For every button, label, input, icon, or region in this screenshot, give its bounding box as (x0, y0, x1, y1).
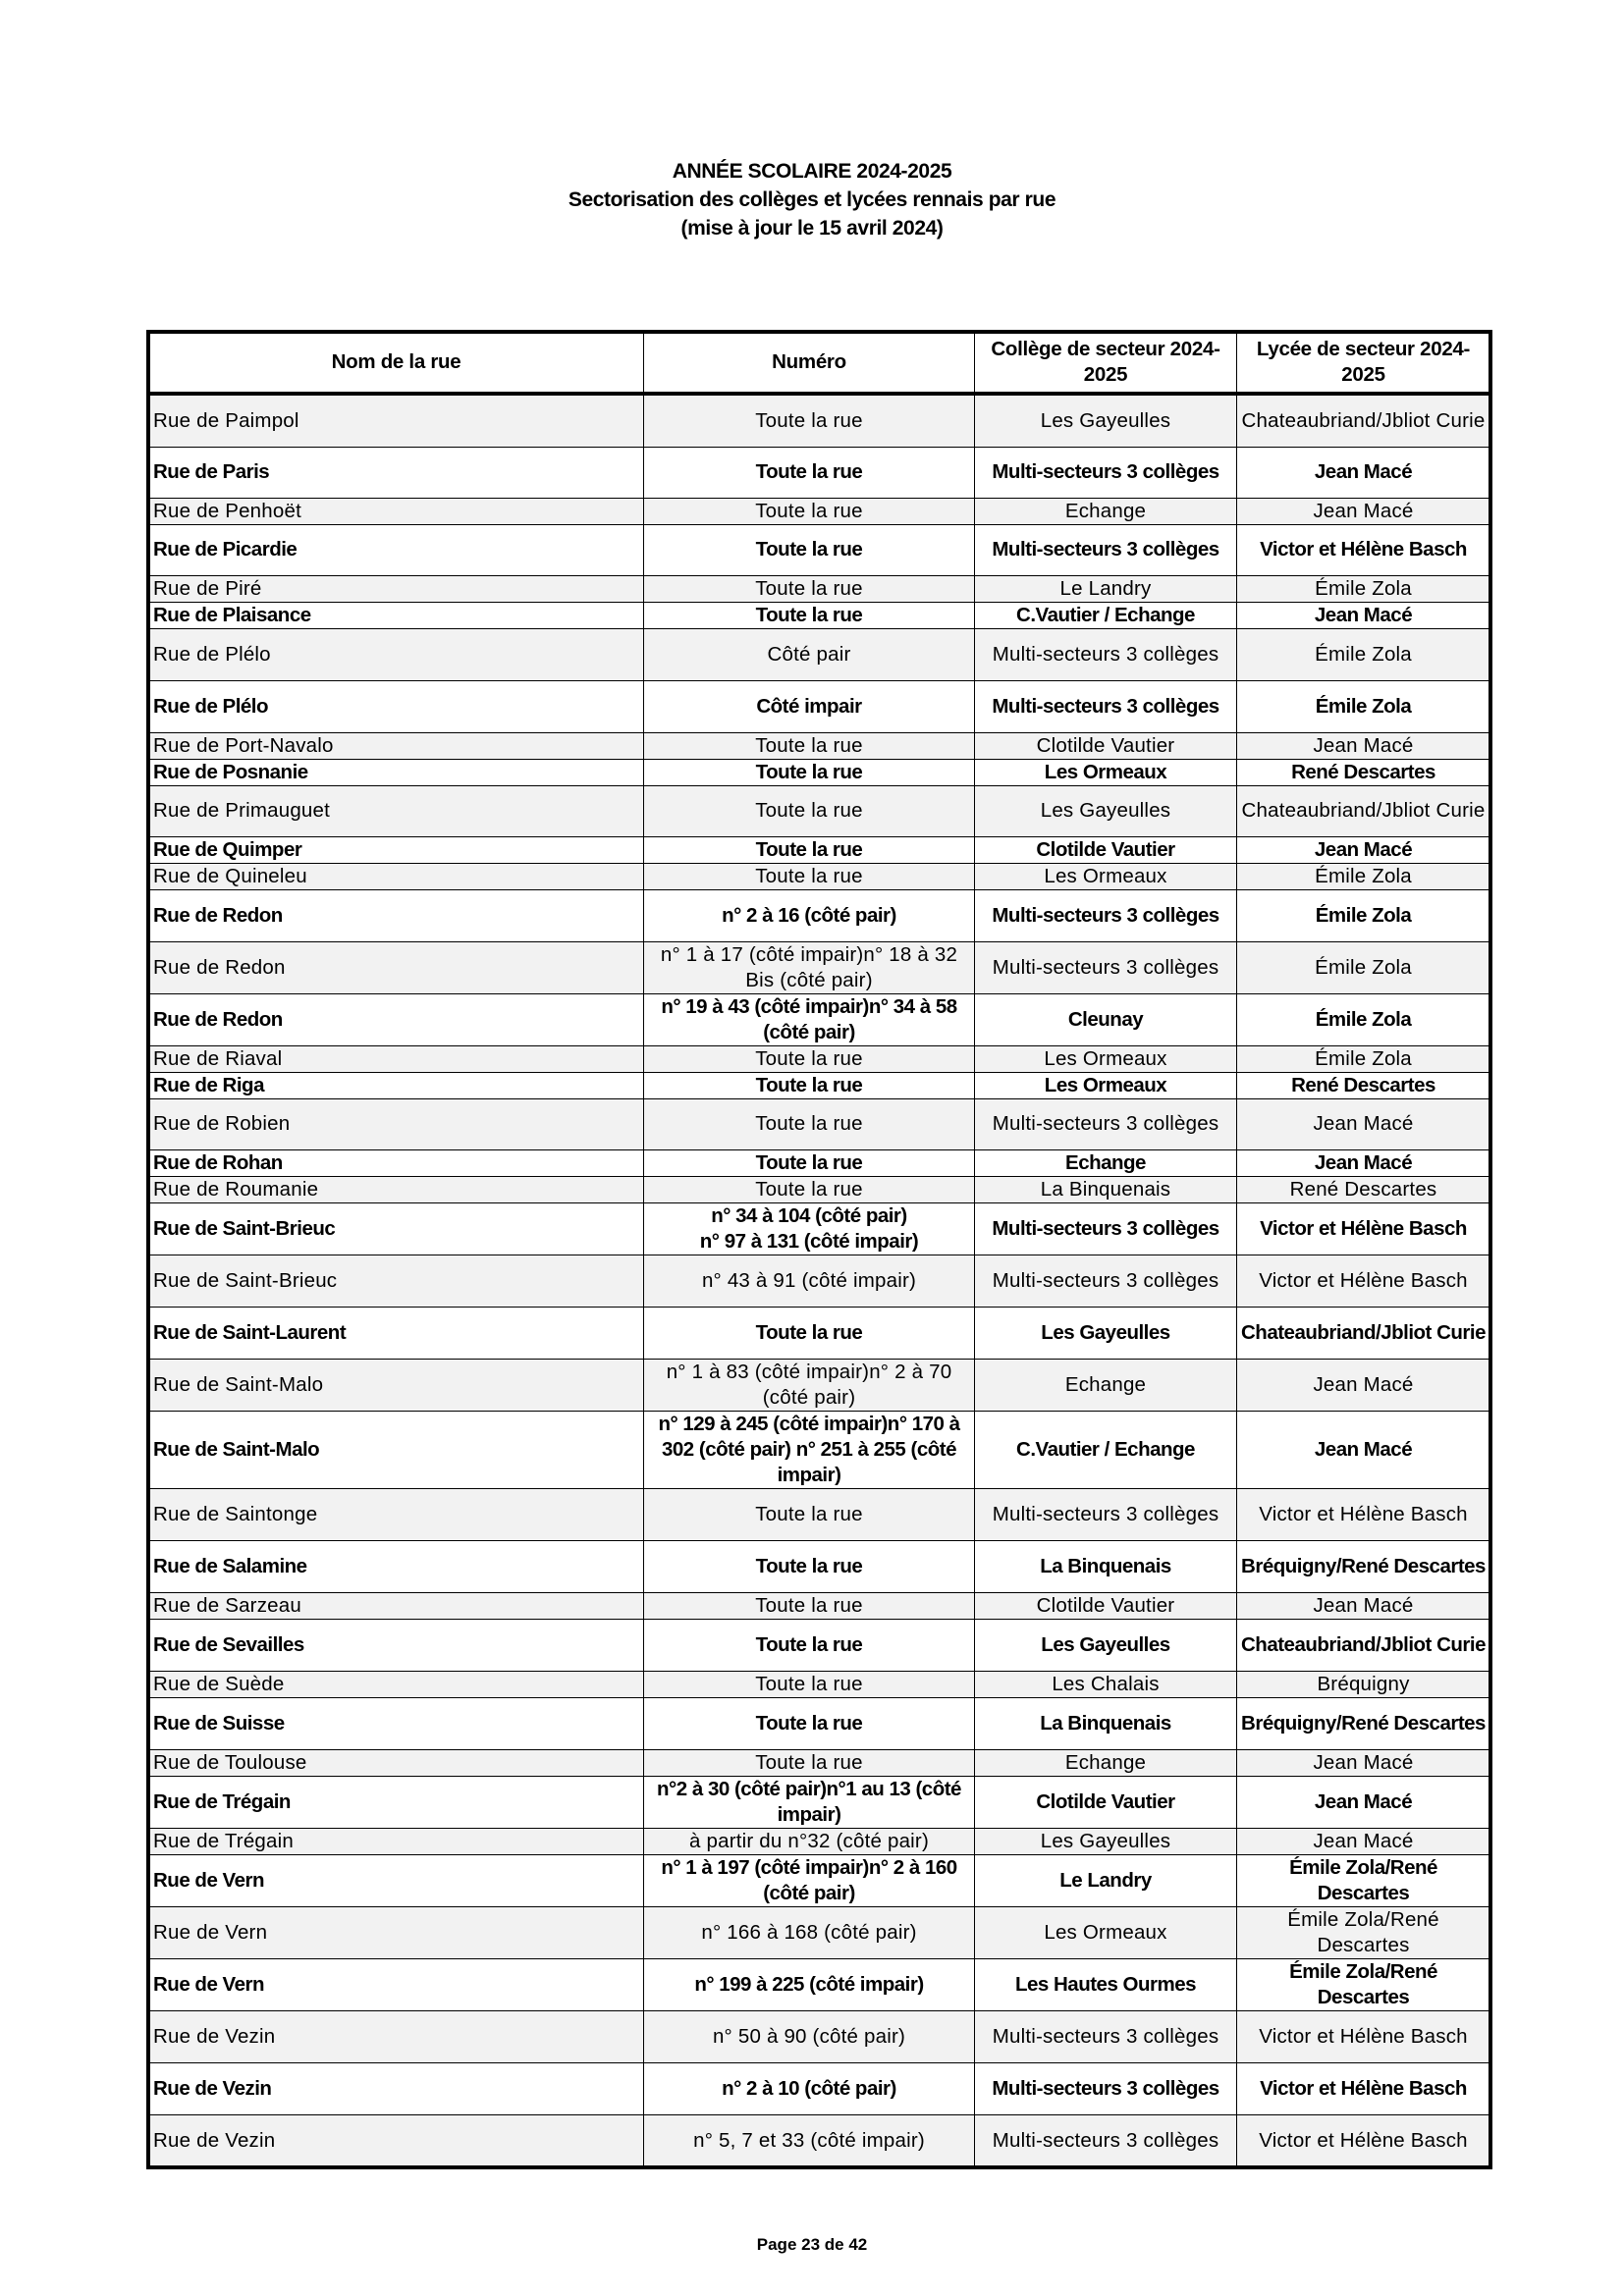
table-row (149, 447, 1490, 498)
cell-numero: Toute la rue (644, 1307, 975, 1359)
col-header-rue: Nom de la rue (149, 333, 644, 395)
cell-college: Les Gayeulles (975, 394, 1237, 447)
cell-lycee: Chateaubriand/Jbliot Curie (1237, 1619, 1490, 1671)
cell-rue: Rue de Paimpol (149, 394, 644, 447)
cell-lycee: Jean Macé (1237, 498, 1490, 524)
cell-numero: n° 1 à 17 (côté impair)n° 18 à 32 Bis (côté pair) (644, 941, 975, 993)
cell-college: Echange (975, 1149, 1237, 1176)
cell-lycee: Jean Macé (1237, 732, 1490, 759)
cell-rue: Rue de Suède (149, 1671, 644, 1697)
cell-numero: Toute la rue (644, 1619, 975, 1671)
cell-lycee: Victor et Hélène Basch (1237, 2114, 1490, 2166)
cell-college: C.Vautier / Echange (975, 1411, 1237, 1488)
cell-lycee: Bréquigny/René Descartes (1237, 1540, 1490, 1592)
table-row (149, 1540, 1490, 1592)
table-row (149, 680, 1490, 732)
table-row (149, 575, 1490, 602)
table-row (149, 1176, 1490, 1202)
table-row (149, 1488, 1490, 1540)
table-row (149, 2114, 1490, 2166)
cell-lycee: Victor et Hélène Basch (1237, 1202, 1490, 1255)
cell-numero: Toute la rue (644, 602, 975, 628)
cell-lycee: Émile Zola (1237, 1045, 1490, 1072)
cell-numero: Côté pair (644, 628, 975, 680)
cell-lycee: Bréquigny/René Descartes (1237, 1697, 1490, 1749)
cell-rue: Rue de Plaisance (149, 602, 644, 628)
cell-lycee: Jean Macé (1237, 1749, 1490, 1776)
cell-college: Multi-secteurs 3 collèges (975, 1202, 1237, 1255)
cell-college: Multi-secteurs 3 collèges (975, 447, 1237, 498)
cell-college: Clotilde Vautier (975, 1776, 1237, 1828)
cell-rue: Rue de Saintonge (149, 1488, 644, 1540)
cell-lycee: Jean Macé (1237, 836, 1490, 863)
cell-numero: n° 2 à 10 (côté pair) (644, 2062, 975, 2114)
cell-rue: Rue de Saint-Brieuc (149, 1255, 644, 1307)
cell-numero: n° 43 à 91 (côté impair) (644, 1255, 975, 1307)
cell-numero: n° 5, 7 et 33 (côté impair) (644, 2114, 975, 2166)
cell-lycee: Émile Zola/René Descartes (1237, 1958, 1490, 2010)
cell-rue: Rue de Redon (149, 993, 644, 1045)
cell-lycee: Jean Macé (1237, 447, 1490, 498)
cell-numero: Toute la rue (644, 732, 975, 759)
cell-rue: Rue de Saint-Malo (149, 1411, 644, 1488)
cell-college: Les Gayeulles (975, 1307, 1237, 1359)
cell-college: Clotilde Vautier (975, 836, 1237, 863)
table-row (149, 628, 1490, 680)
table-row (149, 1592, 1490, 1619)
cell-college: Les Ormeaux (975, 863, 1237, 889)
cell-lycee: Émile Zola/René Descartes (1237, 1906, 1490, 1958)
table-row (149, 1619, 1490, 1671)
cell-college: Clotilde Vautier (975, 732, 1237, 759)
cell-lycee: Jean Macé (1237, 1828, 1490, 1854)
cell-numero: n° 2 à 16 (côté pair) (644, 889, 975, 941)
table-row (149, 1359, 1490, 1411)
table-header-row (149, 333, 1490, 395)
cell-numero: n° 166 à 168 (côté pair) (644, 1906, 975, 1958)
cell-lycee: René Descartes (1237, 1072, 1490, 1098)
cell-lycee: René Descartes (1237, 1176, 1490, 1202)
cell-rue: Rue de Vezin (149, 2114, 644, 2166)
cell-rue: Rue de Quimper (149, 836, 644, 863)
cell-college: La Binquenais (975, 1697, 1237, 1749)
cell-rue: Rue de Plélo (149, 628, 644, 680)
table-row (149, 863, 1490, 889)
cell-numero: Toute la rue (644, 447, 975, 498)
cell-college: Les Chalais (975, 1671, 1237, 1697)
cell-numero: Toute la rue (644, 524, 975, 575)
cell-numero: à partir du n°32 (côté pair) (644, 1828, 975, 1854)
cell-rue: Rue de Plélo (149, 680, 644, 732)
table-row (149, 1697, 1490, 1749)
cell-lycee: Émile Zola (1237, 993, 1490, 1045)
cell-lycee: Jean Macé (1237, 1149, 1490, 1176)
cell-numero: n° 19 à 43 (côté impair)n° 34 à 58 (côté pair) (644, 993, 975, 1045)
cell-numero: Toute la rue (644, 1149, 975, 1176)
cell-rue: Rue de Vern (149, 1958, 644, 2010)
cell-numero: Toute la rue (644, 1671, 975, 1697)
cell-lycee: Victor et Hélène Basch (1237, 2010, 1490, 2062)
sectorisation-table (148, 332, 1490, 2167)
cell-numero: Toute la rue (644, 1176, 975, 1202)
cell-college: Multi-secteurs 3 collèges (975, 1488, 1237, 1540)
cell-rue: Rue de Piré (149, 575, 644, 602)
title-subject: Sectorisation des collèges et lycées rennais par rue (568, 188, 1056, 211)
cell-rue: Rue de Vern (149, 1854, 644, 1906)
cell-college: La Binquenais (975, 1176, 1237, 1202)
cell-college: Les Gayeulles (975, 785, 1237, 836)
cell-lycee: Émile Zola/René Descartes (1237, 1854, 1490, 1906)
cell-rue: Rue de Redon (149, 889, 644, 941)
cell-numero: Toute la rue (644, 1592, 975, 1619)
cell-numero: Toute la rue (644, 1697, 975, 1749)
cell-college: Multi-secteurs 3 collèges (975, 889, 1237, 941)
table-row (149, 1149, 1490, 1176)
cell-rue: Rue de Quineleu (149, 863, 644, 889)
table-row (149, 1776, 1490, 1828)
cell-numero: Toute la rue (644, 863, 975, 889)
table-row (149, 836, 1490, 863)
cell-college: Echange (975, 1749, 1237, 1776)
cell-college: Les Hautes Ourmes (975, 1958, 1237, 2010)
table-row (149, 759, 1490, 785)
table-row (149, 1749, 1490, 1776)
cell-college: Multi-secteurs 3 collèges (975, 1255, 1237, 1307)
cell-numero: Toute la rue (644, 394, 975, 447)
document-title-block (0, 157, 1624, 242)
cell-college: Echange (975, 1359, 1237, 1411)
cell-lycee: Émile Zola (1237, 575, 1490, 602)
cell-rue: Rue de Saint-Brieuc (149, 1202, 644, 1255)
cell-lycee: Jean Macé (1237, 602, 1490, 628)
table-row (149, 785, 1490, 836)
cell-numero: Toute la rue (644, 1540, 975, 1592)
cell-college: Multi-secteurs 3 collèges (975, 524, 1237, 575)
cell-college: Multi-secteurs 3 collèges (975, 1098, 1237, 1149)
cell-numero: Côté impair (644, 680, 975, 732)
cell-numero: n° 1 à 197 (côté impair)n° 2 à 160 (côté pair) (644, 1854, 975, 1906)
table-row (149, 1255, 1490, 1307)
cell-rue: Rue de Sarzeau (149, 1592, 644, 1619)
table-body (149, 394, 1490, 2166)
cell-numero: n° 50 à 90 (côté pair) (644, 2010, 975, 2062)
cell-rue: Rue de Toulouse (149, 1749, 644, 1776)
cell-numero: Toute la rue (644, 1045, 975, 1072)
cell-rue: Rue de Port-Navalo (149, 732, 644, 759)
cell-numero: n° 129 à 245 (côté impair)n° 170 à 302 (côté pair) n° 251 à 255 (côté impair) (644, 1411, 975, 1488)
cell-lycee: Victor et Hélène Basch (1237, 524, 1490, 575)
cell-rue: Rue de Salamine (149, 1540, 644, 1592)
cell-rue: Rue de Rohan (149, 1149, 644, 1176)
cell-college: Les Ormeaux (975, 759, 1237, 785)
col-header-college: Collège de secteur 2024-2025 (975, 333, 1237, 395)
table-row (149, 2062, 1490, 2114)
cell-rue: Rue de Riga (149, 1072, 644, 1098)
table-row (149, 1828, 1490, 1854)
cell-rue: Rue de Picardie (149, 524, 644, 575)
cell-college: Cleunay (975, 993, 1237, 1045)
cell-rue: Rue de Paris (149, 447, 644, 498)
table-row (149, 1906, 1490, 1958)
title-school-year: ANNÉE SCOLAIRE 2024-2025 (672, 160, 952, 183)
cell-rue: Rue de Vezin (149, 2062, 644, 2114)
table-row (149, 1098, 1490, 1149)
cell-college: C.Vautier / Echange (975, 602, 1237, 628)
table-row (149, 1307, 1490, 1359)
cell-college: Multi-secteurs 3 collèges (975, 628, 1237, 680)
cell-numero: Toute la rue (644, 1749, 975, 1776)
cell-lycee: Émile Zola (1237, 680, 1490, 732)
cell-rue: Rue de Saint-Malo (149, 1359, 644, 1411)
table-row (149, 602, 1490, 628)
cell-rue: Rue de Riaval (149, 1045, 644, 1072)
cell-lycee: Chateaubriand/Jbliot Curie (1237, 394, 1490, 447)
cell-lycee: Jean Macé (1237, 1359, 1490, 1411)
cell-numero: Toute la rue (644, 836, 975, 863)
cell-lycee: Victor et Hélène Basch (1237, 2062, 1490, 2114)
table-row (149, 498, 1490, 524)
cell-rue: Rue de Robien (149, 1098, 644, 1149)
cell-numero: Toute la rue (644, 1098, 975, 1149)
cell-numero: n° 1 à 83 (côté impair)n° 2 à 70 (côté pair) (644, 1359, 975, 1411)
cell-rue: Rue de Posnanie (149, 759, 644, 785)
table-row (149, 1854, 1490, 1906)
cell-college: La Binquenais (975, 1540, 1237, 1592)
cell-lycee: Émile Zola (1237, 863, 1490, 889)
cell-college: Les Gayeulles (975, 1619, 1237, 1671)
cell-college: Multi-secteurs 3 collèges (975, 2114, 1237, 2166)
cell-numero: Toute la rue (644, 575, 975, 602)
table-row (149, 524, 1490, 575)
cell-college: Les Ormeaux (975, 1045, 1237, 1072)
cell-lycee: Jean Macé (1237, 1098, 1490, 1149)
cell-numero: Toute la rue (644, 785, 975, 836)
table-row (149, 732, 1490, 759)
cell-lycee: Chateaubriand/Jbliot Curie (1237, 1307, 1490, 1359)
cell-rue: Rue de Saint-Laurent (149, 1307, 644, 1359)
cell-numero: Toute la rue (644, 498, 975, 524)
cell-lycee: Jean Macé (1237, 1592, 1490, 1619)
cell-numero: Toute la rue (644, 759, 975, 785)
cell-rue: Rue de Sevailles (149, 1619, 644, 1671)
cell-rue: Rue de Primauguet (149, 785, 644, 836)
cell-college: Les Ormeaux (975, 1906, 1237, 1958)
cell-rue: Rue de Vern (149, 1906, 644, 1958)
cell-college: Le Landry (975, 1854, 1237, 1906)
table-row (149, 1202, 1490, 1255)
cell-numero: n° 34 à 104 (côté pair) n° 97 à 131 (côté impair) (644, 1202, 975, 1255)
cell-numero: n° 199 à 225 (côté impair) (644, 1958, 975, 2010)
cell-college: Les Gayeulles (975, 1828, 1237, 1854)
cell-lycee: Émile Zola (1237, 889, 1490, 941)
cell-college: Multi-secteurs 3 collèges (975, 680, 1237, 732)
cell-college: Multi-secteurs 3 collèges (975, 2062, 1237, 2114)
cell-college: Multi-secteurs 3 collèges (975, 941, 1237, 993)
table-row (149, 2010, 1490, 2062)
cell-lycee: Jean Macé (1237, 1411, 1490, 1488)
cell-rue: Rue de Trégain (149, 1776, 644, 1828)
cell-rue: Rue de Penhoët (149, 498, 644, 524)
cell-college: Multi-secteurs 3 collèges (975, 2010, 1237, 2062)
table-row (149, 941, 1490, 993)
table-row (149, 1045, 1490, 1072)
cell-college: Les Ormeaux (975, 1072, 1237, 1098)
cell-lycee: Victor et Hélène Basch (1237, 1488, 1490, 1540)
table-row (149, 993, 1490, 1045)
page-number: Page 23 de 42 (756, 2235, 868, 2254)
cell-numero: n°2 à 30 (côté pair)n°1 au 13 (côté impair) (644, 1776, 975, 1828)
cell-numero: Toute la rue (644, 1072, 975, 1098)
cell-rue: Rue de Trégain (149, 1828, 644, 1854)
table-row (149, 1411, 1490, 1488)
cell-lycee: Chateaubriand/Jbliot Curie (1237, 785, 1490, 836)
cell-college: Le Landry (975, 575, 1237, 602)
cell-numero: Toute la rue (644, 1488, 975, 1540)
cell-lycee: Émile Zola (1237, 628, 1490, 680)
cell-lycee: Émile Zola (1237, 941, 1490, 993)
cell-lycee: Bréquigny (1237, 1671, 1490, 1697)
cell-rue: Rue de Roumanie (149, 1176, 644, 1202)
cell-lycee: Jean Macé (1237, 1776, 1490, 1828)
cell-college: Clotilde Vautier (975, 1592, 1237, 1619)
cell-rue: Rue de Suisse (149, 1697, 644, 1749)
col-header-numero: Numéro (644, 333, 975, 395)
table-row (149, 1072, 1490, 1098)
table-row (149, 1958, 1490, 2010)
title-update-date: (mise à jour le 15 avril 2024) (680, 217, 944, 240)
col-header-lycee: Lycée de secteur 2024-2025 (1237, 333, 1490, 395)
cell-lycee: René Descartes (1237, 759, 1490, 785)
cell-rue: Rue de Redon (149, 941, 644, 993)
cell-rue: Rue de Vezin (149, 2010, 644, 2062)
table-row (149, 889, 1490, 941)
table-row (149, 1671, 1490, 1697)
cell-college: Echange (975, 498, 1237, 524)
table-row (149, 394, 1490, 447)
cell-lycee: Victor et Hélène Basch (1237, 1255, 1490, 1307)
